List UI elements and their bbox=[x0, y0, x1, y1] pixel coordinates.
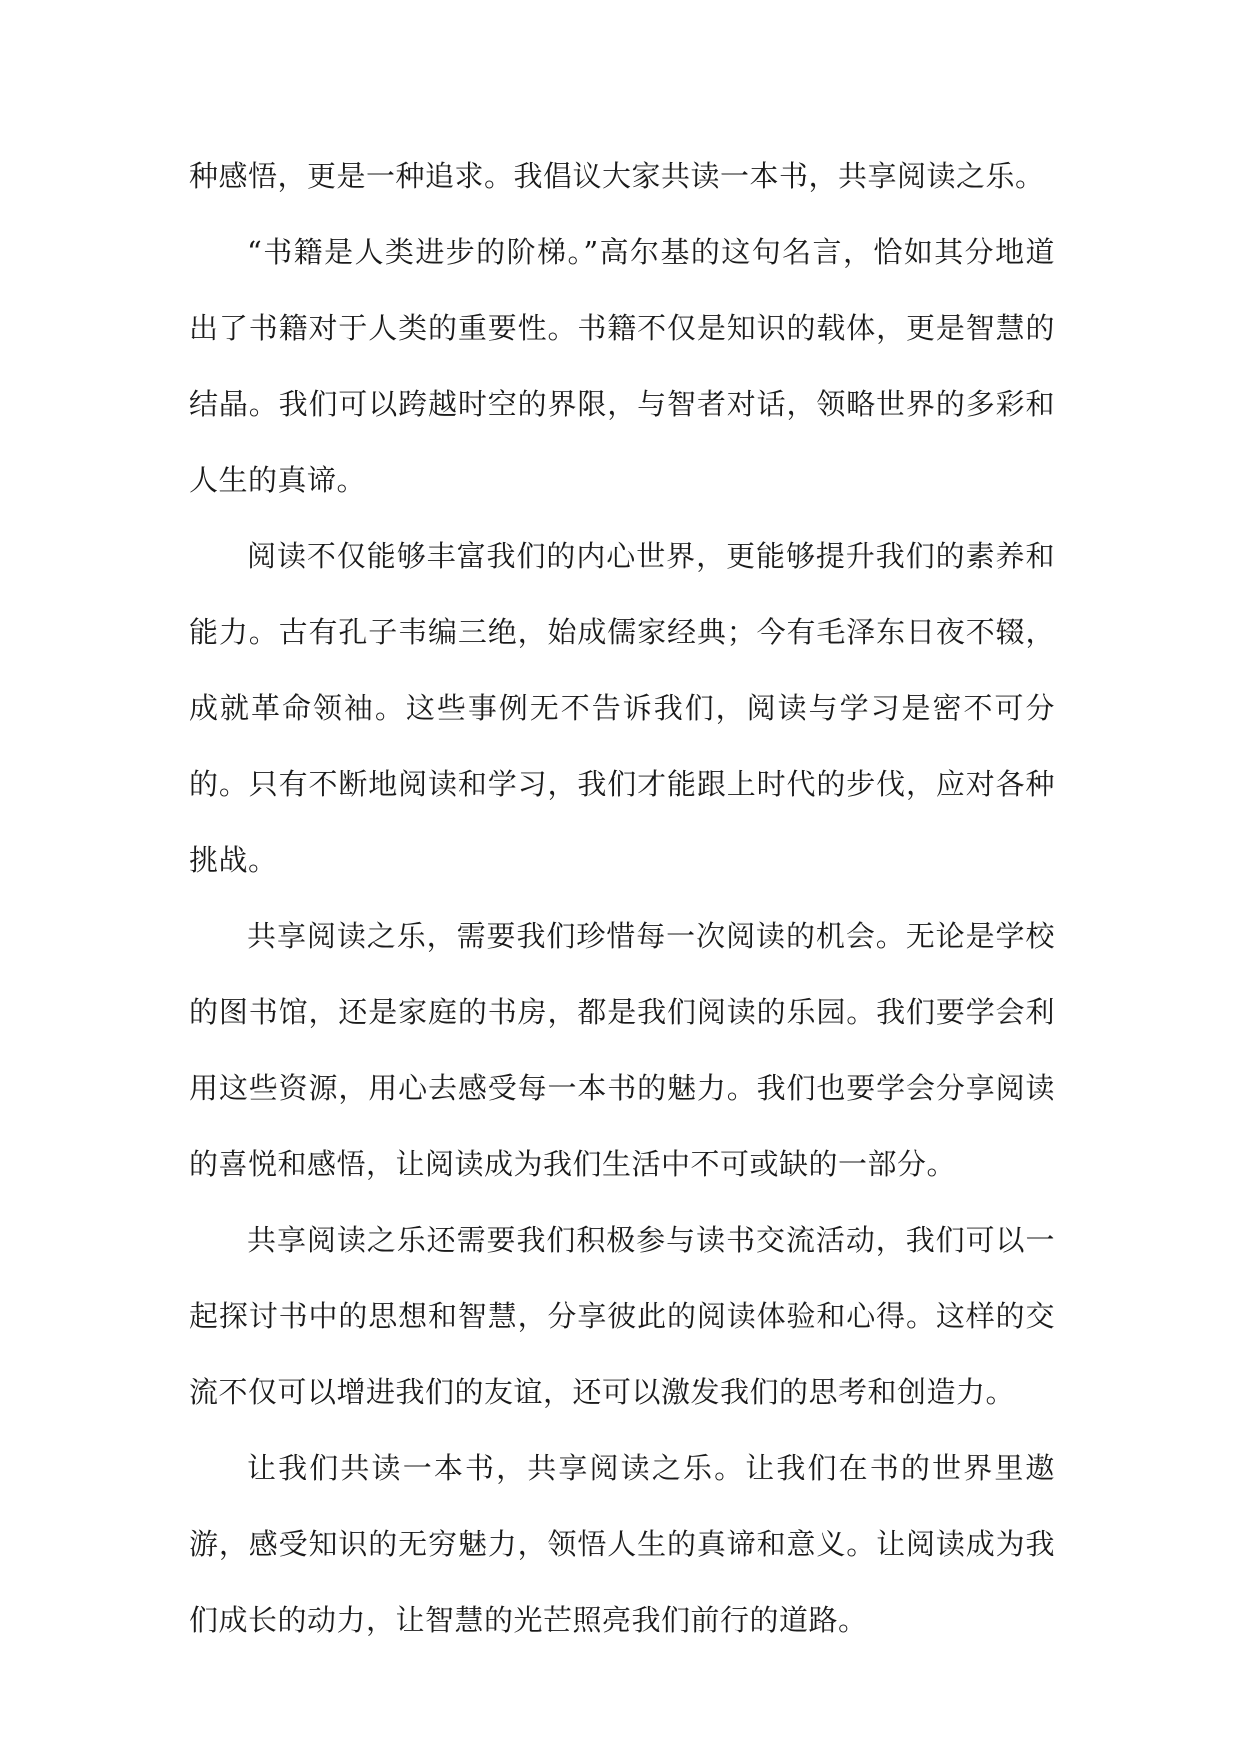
paragraph-books-ladder: “书籍是人类进步的阶梯。”高尔基的这句名言，恰如其分地道出了书籍对于人类的重要性。书籍不仅是知识的载体，更是智慧的结晶。我们可以跨越时空的界限，与智者对话，领略世界的多彩和人生的真谛。 bbox=[189, 235, 1055, 497]
paragraph-cherish-reading: 共享阅读之乐，需要我们珍惜每一次阅读的机会。无论是学校的图书馆，还是家庭的书房，都是我们阅读的乐园。我们要学会利用这些资源，用心去感受每一本书的魅力。我们也要学会分享阅读的喜悦和感悟，让阅读成为我们生活中不可或缺的一部分。 bbox=[189, 919, 1055, 1181]
paragraph-continuation: 种感悟，更是一种追求。我倡议大家共读一本书，共享阅读之乐。 bbox=[189, 159, 1045, 193]
paragraph-reading-exchange: 共享阅读之乐还需要我们积极参与读书交流活动，我们可以一起探讨书中的思想和智慧，分享彼此的阅读体验和心得。这样的交流不仅可以增进我们的友谊，还可以激发我们的思考和创造力。 bbox=[189, 1223, 1055, 1409]
paragraph-reading-benefits: 阅读不仅能够丰富我们的内心世界，更能够提升我们的素养和能力。古有孔子韦编三绝，始成儒家经典；今有毛泽东日夜不辍，成就革命领袖。这些事例无不告诉我们，阅读与学习是密不可分的。只有不断地阅读和学习，我们才能跟上时代的步伐，应对各种挑战。 bbox=[189, 539, 1055, 877]
paragraph-conclusion: 让我们共读一本书，共享阅读之乐。让我们在书的世界里遨游，感受知识的无穷魅力，领悟人生的真谛和意义。让阅读成为我们成长的动力，让智慧的光芒照亮我们前行的道路。 bbox=[189, 1451, 1055, 1637]
document-body bbox=[189, 138, 1055, 1658]
